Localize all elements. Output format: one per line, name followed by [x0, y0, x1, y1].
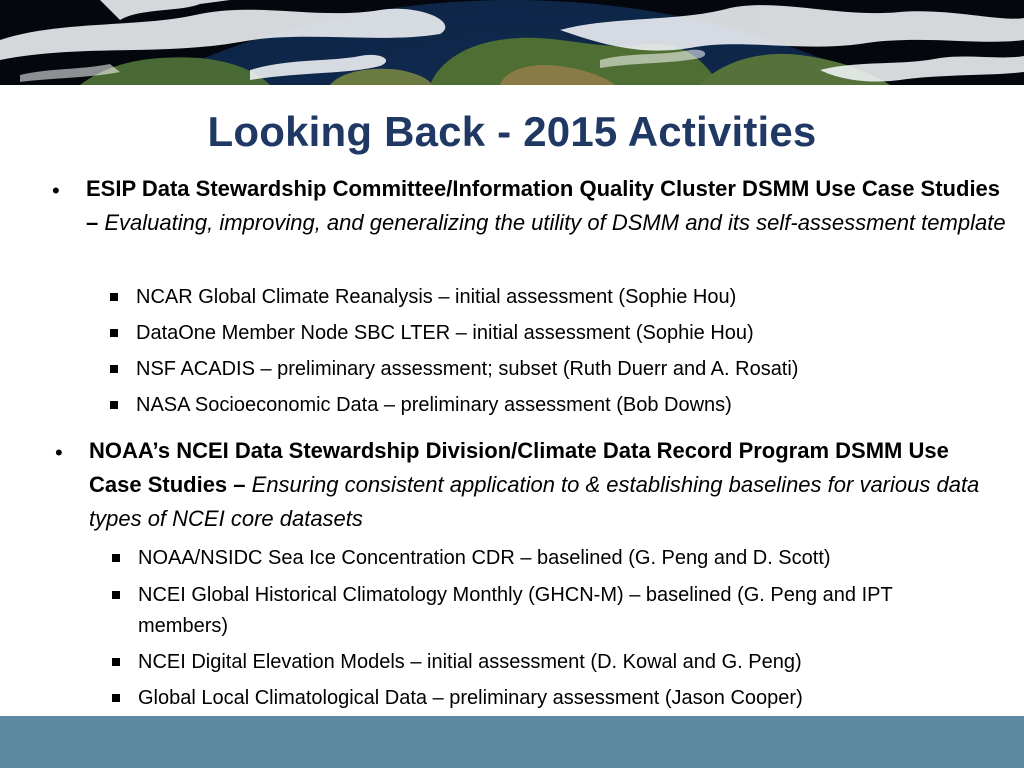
- section-lead-bold: NOAA’s NCEI Data Stewardship Division/Climate Data Record Program DSMM Use Case Studies –: [89, 438, 949, 497]
- list-item: NOAA/NSIDC Sea Ice Concentration CDR – baselined (G. Peng and D. Scott): [112, 543, 992, 574]
- section-lead: [86, 172, 1006, 240]
- earth-image: [0, 0, 1024, 85]
- square-bullet-icon: [110, 401, 118, 409]
- square-bullet-icon: [110, 293, 118, 301]
- footer-bar: [0, 716, 1024, 768]
- section-lead: [89, 434, 989, 536]
- section-lead-bold: ESIP Data Stewardship Committee/Information Quality Cluster DSMM Use Case Studies –: [86, 176, 1001, 235]
- list-item: NSF ACADIS – preliminary assessment; subset (Ruth Duerr and A. Rosati): [110, 354, 990, 385]
- section-lead-italic: Evaluating, improving, and generalizing the utility of DSMM and its self-assessment template: [104, 210, 1006, 235]
- square-bullet-icon: [112, 694, 120, 702]
- list-item: DataOne Member Node SBC LTER – initial assessment (Sophie Hou): [110, 318, 990, 349]
- bullet-dot: •: [55, 440, 63, 465]
- square-bullet-icon: [112, 554, 120, 562]
- list-item: NCAR Global Climate Reanalysis – initial assessment (Sophie Hou): [110, 282, 990, 313]
- square-bullet-icon: [112, 591, 120, 599]
- list-item: Global Local Climatological Data – preliminary assessment (Jason Cooper): [112, 683, 992, 714]
- earth-banner: [0, 0, 1024, 85]
- list-item: NASA Socioeconomic Data – preliminary assessment (Bob Downs): [110, 390, 990, 421]
- square-bullet-icon: [112, 658, 120, 666]
- slide-title: Looking Back - 2015 Activities: [207, 108, 817, 155]
- section-lead-italic: Ensuring consistent application to & establishing baselines for various data types of NCEI core datasets: [89, 472, 980, 531]
- bullet-dot: •: [52, 178, 60, 203]
- square-bullet-icon: [110, 365, 118, 373]
- list-item: NCEI Global Historical Climatology Monthly (GHCN-M) – baselined (G. Peng and IPT members): [112, 580, 982, 642]
- list-item: NCEI Digital Elevation Models – initial assessment (D. Kowal and G. Peng): [112, 647, 992, 678]
- square-bullet-icon: [110, 329, 118, 337]
